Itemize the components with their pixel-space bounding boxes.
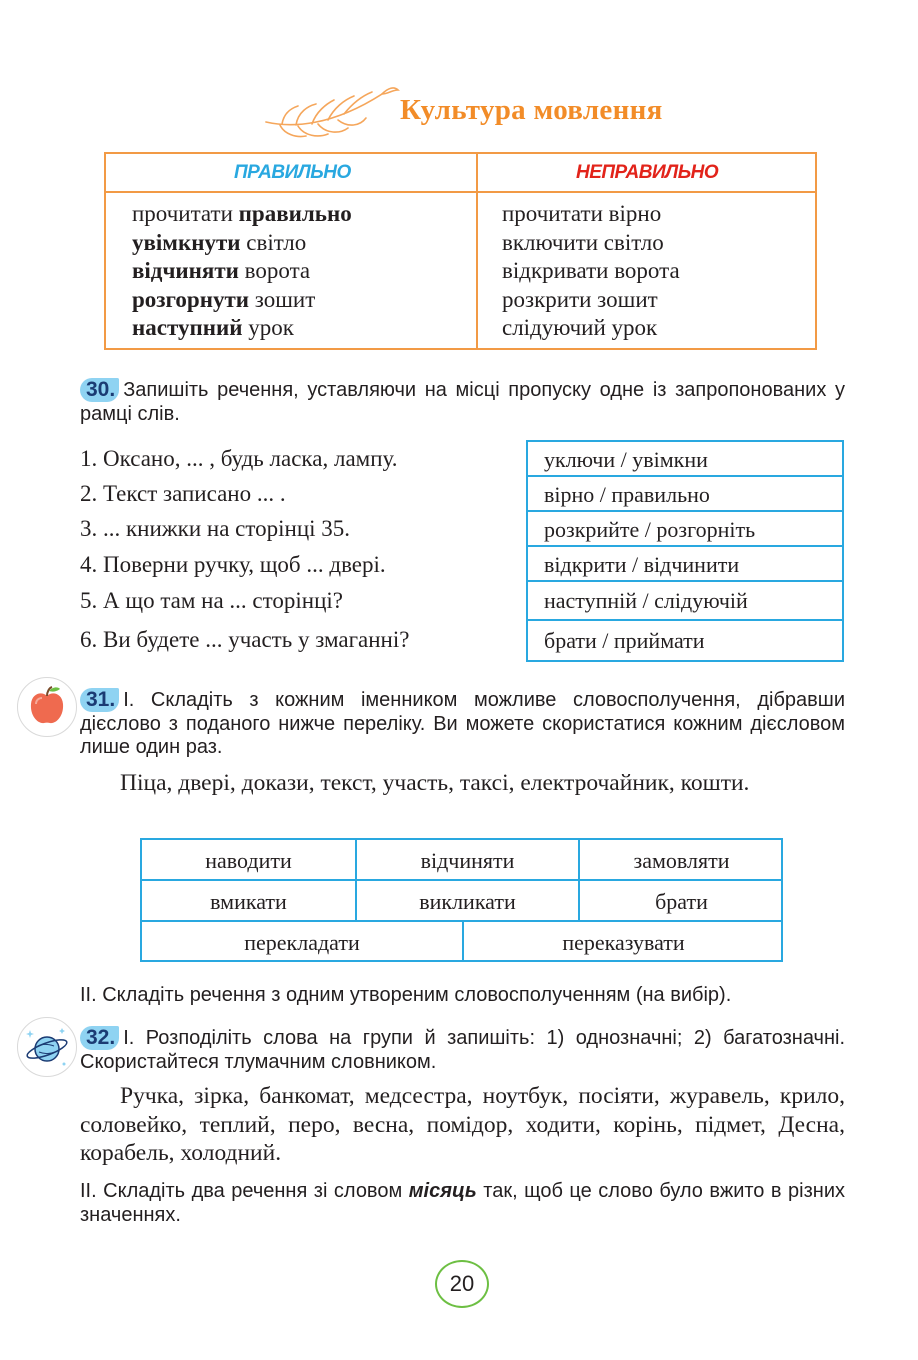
section-title: Культура мовлення xyxy=(400,94,663,126)
incorrect-item: відкривати ворота xyxy=(502,258,680,283)
exercise-30-sentence: 2. Текст записано ... . xyxy=(80,481,286,506)
correct-item: відчиняти ворота xyxy=(132,258,311,283)
feather-ornament-icon xyxy=(262,82,402,142)
incorrect-column xyxy=(502,200,680,343)
verb-cell: замовляти xyxy=(633,848,730,873)
exercise-30-sentence: 5. А що там на ... сторінці? xyxy=(80,588,343,613)
planet-icon xyxy=(17,1017,77,1077)
verb-cell: брати xyxy=(655,889,708,914)
exercise-30-sentence: 4. Поверни ручку, щоб ... двері. xyxy=(80,552,386,577)
choice-item: розкрийте / розгорніть xyxy=(526,510,844,547)
incorrect-item: прочитати вірно xyxy=(502,201,662,226)
incorrect-header: НЕПРАВИЛЬНО xyxy=(576,162,719,183)
exercise-32-task-2: ІІ. Складіть два речення зі словом місяць так, щоб це слово було вжито в різних значеннях. xyxy=(80,1180,846,1226)
choice-item: брати / приймати xyxy=(526,619,844,662)
exercise-31-task-2: ІІ. Складіть речення з одним утвореним словосполученням (на вибір). xyxy=(80,984,732,1006)
choice-item: відкрити / відчинити xyxy=(526,545,844,582)
exercise-32-words: Ручка, зірка, банкомат, медсестра, ноутбук, посіяти, журавель, крило, соловейко, теплий, перо, весна, помідор, ходити, корінь, підмет, Десна, корабель, холодний. xyxy=(80,1083,845,1166)
choice-item: вірно / правильно xyxy=(526,475,844,512)
exercise-32-instruction: 32. І. Розподіліть слова на групи й запишіть: 1) однозначні; 2) багатозначні. Скористайтеся тлумачним словником. xyxy=(80,1026,845,1073)
exercise-31-instruction: 31. І. Складіть з кожним іменником можливе словосполучення, дібравши дієслово з поданого нижче переліку. Ви можете скористатися кожним дієсловом лише один раз. xyxy=(80,688,845,758)
exercise-31-nouns: Піца, двері, докази, текст, участь, таксі, електрочайник, кошти. xyxy=(120,770,750,796)
exercise-30-sentence: 3. ... книжки на сторінці 35. xyxy=(80,516,351,541)
choice-item: наступній / слідуючій xyxy=(526,580,844,621)
keyword-misiats: місяць xyxy=(408,1180,477,1202)
incorrect-item: розкрити зошит xyxy=(502,286,658,312)
verb-cell: вмикати xyxy=(210,889,287,914)
choice-item: уключи / увімкни xyxy=(526,440,844,477)
section-header xyxy=(262,82,722,142)
incorrect-item: включити світло xyxy=(502,229,664,255)
exercise-number: 30. xyxy=(80,378,119,402)
correct-header: ПРАВИЛЬНО xyxy=(234,162,351,183)
verb-cell: відчиняти xyxy=(420,848,515,873)
correct-item: увімкнути світло xyxy=(132,229,307,255)
apple-icon xyxy=(17,677,77,737)
incorrect-item: слідуючий урок xyxy=(502,315,658,340)
exercise-30-sentence: 6. Ви будете ... участь у змаганні? xyxy=(80,627,410,652)
correct-column xyxy=(132,200,352,343)
correct-item: розгорнути зошит xyxy=(132,286,316,312)
verbs-table xyxy=(140,838,783,962)
page-number: 20 xyxy=(435,1260,489,1308)
speech-culture-table xyxy=(104,152,817,350)
exercise-number: 31. xyxy=(80,688,119,712)
verb-cell: наводити xyxy=(205,848,292,873)
correct-item: прочитати правильно xyxy=(132,201,352,226)
correct-item: наступний урок xyxy=(132,315,294,340)
exercise-30-sentence: 1. Оксано, ... , будь ласка, лампу. xyxy=(80,446,398,471)
verb-cell: перекладати xyxy=(244,930,360,955)
verb-cell: викликати xyxy=(419,889,516,914)
exercise-30-instruction: 30. Запишіть речення, уставляючи на місці пропуску одне із запропонованих у рамці слів. xyxy=(80,378,845,425)
verb-cell: переказувати xyxy=(562,930,685,955)
exercise-number: 32. xyxy=(80,1026,119,1050)
